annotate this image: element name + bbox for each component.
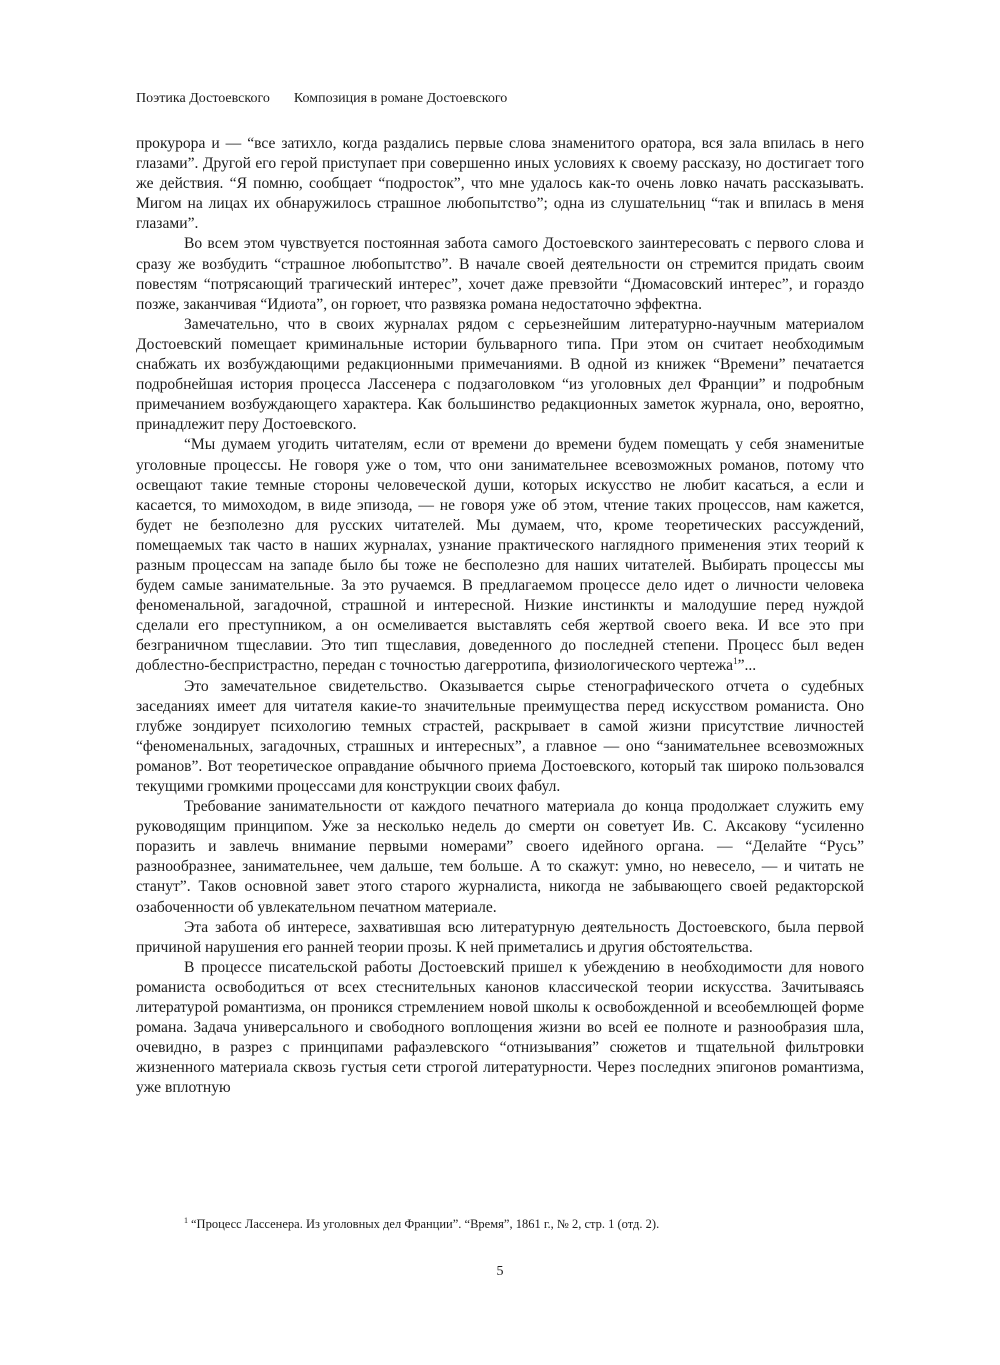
paragraph-6: Требование занимательности от каждого печатного материала до конца продолжает служить ему руководящим принципом. Уже за несколько недель до смерти он советует Ив. С. Аксакову “усиленно поразить и завлечь внимание первыми номерами” своего идейного органа. — “Делайте “Русь” разнообразнее, занимательнее, чем дальше, тем больше. А то скажут: умно, но невесело, — и читать не станут”. Таков основной завет этого старого журналиста, никогда не забывающего своей редакторской озабоченности об увлекательном печатном материале.	[136, 798, 864, 916]
paragraph-1: прокурора и — “все затихло, когда раздались первые слова знаменитого оратора, вся зала впилась в него глазами”. Другой его герой приступает при совершенно иных условиях к своему рассказу, но достигает того же действия. “Я помню, сообщает “подросток”, что мне удалось как-то очень ловко начать рассказывать. Мигом на лицах их обнаружилось страшное любопытство”; одна из слушательниц “так и впилась в меня глазами”.	[136, 135, 864, 233]
running-head	[136, 90, 507, 108]
footnote-reference[interactable]: 1	[733, 656, 738, 667]
paragraph-2: Во всем этом чувствуется постоянная забота самого Достоевского заинтересовать с первого слова и сразу же возбудить “страшное любопытство”. В начале своей деятельности он стремится придать своим повестям “потрясающий трагический интерес”, хочет даже превзойти “Дюмасовский интерес”, и гораздо позже, заканчивая “Идиота”, он горюет, что развязка романа недостаточно эффектна.	[136, 235, 864, 313]
page-number: 5	[496, 1264, 504, 1279]
footnote-text: “Процесс Лассенера. Из уголовных дел Франции”. “Время”, 1861 г., № 2, стр. 1 (отд. 2).	[191, 1217, 660, 1231]
footnote	[184, 1216, 659, 1232]
paragraph-7: Эта забота об интересе, захватившая всю литературную деятельность Достоевского, была первой причиной нарушения его ранней теории прозы. К ней приметались и другия обстоятельства.	[136, 918, 864, 956]
body-text	[136, 134, 864, 1099]
chapter-title: Композиция в романе Достоевского	[293, 91, 508, 106]
quote-tail: ”...	[737, 657, 757, 675]
quote-paragraph	[136, 435, 864, 676]
book-title: Поэтика Достоевского	[136, 91, 270, 106]
quote-text: “Мы думаем угодить читателям, если от времени до времени будем помещать у себя знаменитые уголовные процессы. Не говоря уже о том, что они занимательнее всевозможных романов, потому что освещают такие темные стороны человеческой души, которых искусство не любит касаться, а если и касается, то мимоходом, в виде эпизода, — не говоря уже об этом, чтение таких процессов, нам кажется, будет не безполезно для русских читателей. Мы думаем, что, кроме теоретических рассуждений, помещаемых так часто в наших журналах, узнание практического наглядного применения этих теорий к разным процессам на западе было бы тоже не бесполезно для наших читателей. Выбирать процессы мы будем самые занимательные. За это ручаемся. В предлагаемом процессе дело идет о личности человека феноменальной, загадочной, страшной и интересной. Низкие инстинкты и малодушие перед нуждой сделали его преступником, а он осмеливается выставлять себя жертвой своего века. И все это при безграничном тщеславии. Это тип тщеславия, доведенного до последней степени. Процесс был веден доблестно-беспристрастно, передан с точностью дагерротипа, физиологического чертежа	[136, 436, 864, 675]
paragraph-8: В процессе писательской работы Достоевский пришел к убеждению в необходимости для нового романиста освободиться от всех стеснительных канонов классической теории искусства. Зачитываясь литературой романтизма, он проникся стремлением новой школы к освобожденной и всеобемлющей форме романа. Задача универсального и свободного воплощения жизни во всей ее полноте и разнообразия шла, очевидно, в разрез с принципами рафаэлевского “отнизывания” сюжетов и тщательной фильтровки жизненного материала сквозь густыя сети строгой литературности. Через последних эпигонов романтизма, уже вплотную	[136, 958, 864, 1097]
footnote-mark: 1	[184, 1215, 188, 1225]
paragraph-5: Это замечательное свидетельство. Оказывается сырье стенографического отчета о судебных заседаниях имеет для читателя какие-то значительные преимущества перед искусством романиста. Оно глубже зондирует психологию темных страстей, раскрывает в самой жизни присутствие личностей “феноменальных, загадочных, страшных и интересных”, а главное — оно “занимательнее всевозможных романов”. Вот теоретическое оправдание обычного приема Достоевского, который так широко пользовался текущими громкими процессами для конструкции своих фабул.	[136, 677, 864, 795]
paragraph-3: Замечательно, что в своих журналах рядом с серьезнейшим литературно-научным материалом Достоевский помещает криминальные истории бульварного типа. При этом он считает необходимым снабжать их возбуждающими редакционными примечаниями. В одной из книжек “Времени” печатается подробнейшая история процесса Лассенера с подзаголовком “из уголовных дел Франции” и подробным примечанием возбуждающего характера. Как большинство редакционных заметок журнала, оно, вероятно, принадлежит перу Достоевского.	[136, 315, 864, 434]
